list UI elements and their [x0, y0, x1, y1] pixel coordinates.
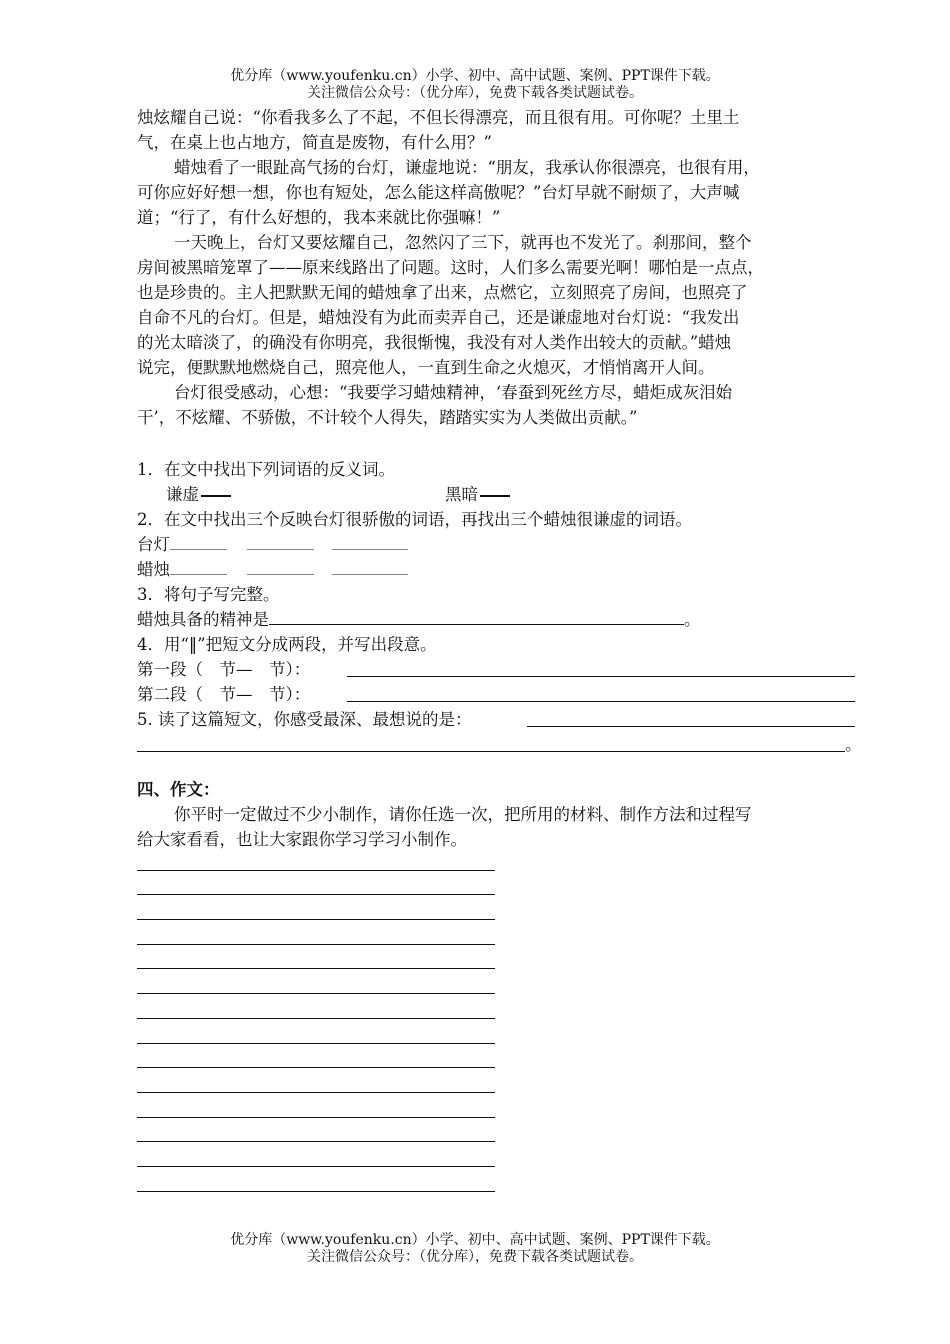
q2-candle-blank-3[interactable]	[332, 557, 408, 575]
q5-line-1[interactable]	[527, 709, 855, 727]
passage-line: 台灯很受感动，心想：“我要学习蜡烛精神，‘春蚕到死丝方尽，蜡炬成灰泪始	[174, 383, 733, 402]
q2-label-lamp: 台灯	[137, 535, 170, 554]
question-2-candle	[137, 557, 857, 582]
q1-word-a: 谦虚	[166, 485, 199, 504]
q2-lamp-blank-1[interactable]	[170, 532, 227, 550]
passage-line: 蜡烛看了一眼趾高气扬的台灯，谦虚地说：“朋友，我承认你很漂亮，也很有用，	[174, 158, 760, 177]
passage-line: 也是珍贵的。主人把默默无闻的蜡烛拿了出来，点燃它，立刻照亮了房间，也照亮了	[137, 283, 748, 302]
q4-segment-2-line[interactable]	[347, 684, 855, 702]
page-footer	[0, 1232, 950, 1266]
composition-prompt-line: 给大家看看，也让大家跟你学习学习小制作。	[137, 830, 467, 849]
question-1: 1．在文中找出下列词语的反义词。	[137, 460, 395, 479]
writing-line[interactable]	[137, 969, 495, 994]
question-4-segment-2	[137, 682, 857, 707]
writing-line[interactable]	[137, 1093, 495, 1118]
writing-line[interactable]	[137, 1068, 495, 1093]
q1-answer-b[interactable]	[480, 495, 510, 497]
q4-segment-1-label: 第一段（ 节— 节）：	[137, 660, 311, 679]
questions	[137, 457, 862, 757]
question-4: 4．用“‖”把短文分成两段，并写出段意。	[137, 635, 437, 654]
passage-line: 干’，不炫耀、不骄傲，不计较个人得失，踏踏实实为人类做出贡献。”	[137, 408, 638, 427]
question-5-continued	[137, 732, 862, 757]
header-line-2: 关注微信公众号：（优分库），免费下载各类试题试卷。	[307, 85, 643, 101]
passage-line: 自命不凡的台灯。但是，蜡烛没有为此而卖弄自己，还是谦虚地对台灯说：“我发出	[137, 308, 740, 327]
writing-line[interactable]	[137, 1019, 495, 1044]
writing-line[interactable]	[137, 871, 495, 896]
footer-line-1: 优分库（www.youfenku.cn）小学、初中、高中试题、案例、PPT课件下载。	[230, 1232, 720, 1248]
q4-segment-2-label: 第二段（ 节— 节）：	[137, 685, 311, 704]
writing-line[interactable]	[137, 1118, 495, 1143]
q2-label-candle: 蜡烛	[137, 560, 170, 579]
q2-candle-blank-1[interactable]	[170, 557, 227, 575]
question-1-answers	[137, 482, 857, 507]
question-5	[137, 707, 857, 732]
passage	[137, 105, 857, 430]
question-2-lamp	[137, 532, 857, 557]
writing-line[interactable]	[137, 1044, 495, 1069]
header-line-1: 优分库（www.youfenku.cn）小学、初中、高中试题、案例、PPT课件下载。	[230, 68, 720, 84]
q5-line-2[interactable]	[137, 734, 845, 752]
writing-area[interactable]	[137, 846, 857, 1192]
worksheet-content	[137, 105, 862, 1192]
page-header	[0, 68, 950, 102]
question-3-sentence	[137, 607, 857, 632]
q2-lamp-blank-3[interactable]	[332, 532, 408, 550]
passage-line: 道；“行了，有什么好想的，我本来就比你强嘛！”	[137, 208, 501, 227]
passage-line: 可你应好好想一想，你也有短处，怎么能这样高傲呢？”台灯早就不耐烦了，大声喊	[137, 183, 740, 202]
q5-text: 5. 读了这篇短文，你感受最深、最想说的是：	[137, 710, 472, 729]
q3-prefix: 蜡烛具备的精神是	[137, 610, 269, 629]
question-3: 3．将句子写完整。	[137, 585, 280, 604]
passage-line: 一天晚上，台灯又要炫耀自己，忽然闪了三下，就再也不发光了。刹那间，整个	[174, 233, 752, 252]
footer-line-2: 关注微信公众号：（优分库），免费下载各类试题试卷。	[307, 1249, 643, 1265]
passage-line: 的光太暗淡了，的确没有你明亮，我很惭愧，我没有对人类作出较大的贡献。”蜡烛	[137, 333, 732, 352]
writing-line[interactable]	[137, 920, 495, 945]
passage-line: 房间被黑暗笼罩了——原来线路出了问题。这时，人们多么需要光啊！哪怕是一点点，	[137, 258, 764, 277]
passage-line: 烛炫耀自己说：“你看我多么了不起，不但长得漂亮，而且很有用。可你呢？土里土	[137, 108, 740, 127]
q5-end: 。	[845, 735, 862, 754]
passage-line: 说完，便默默地燃烧自己，照亮他人，一直到生命之火熄灭，才悄悄离开人间。	[137, 358, 715, 377]
q1-answer-a[interactable]	[201, 495, 231, 497]
q3-end: 。	[684, 610, 701, 629]
writing-line[interactable]	[137, 895, 495, 920]
writing-line[interactable]	[137, 1167, 495, 1192]
passage-line: 气，在桌上也占地方，简直是废物，有什么用？”	[137, 133, 492, 152]
writing-line[interactable]	[137, 994, 495, 1019]
q1-word-b: 黑暗	[445, 485, 478, 504]
writing-line[interactable]	[137, 1142, 495, 1167]
q3-answer-line[interactable]	[269, 607, 684, 625]
q4-segment-1-line[interactable]	[347, 659, 855, 677]
question-2: 2．在文中找出三个反映台灯很骄傲的词语，再找出三个蜡烛很谦虚的词语。	[137, 510, 692, 529]
question-4-segment-1	[137, 657, 857, 682]
composition-section	[137, 777, 857, 1192]
q2-candle-blank-2[interactable]	[247, 557, 314, 575]
composition-heading: 四、作文：	[137, 780, 220, 799]
writing-line[interactable]	[137, 945, 495, 970]
q2-lamp-blank-2[interactable]	[247, 532, 314, 550]
composition-prompt-line: 你平时一定做过不少小制作，请你任选一次，把所用的材料、制作方法和过程写	[174, 805, 752, 824]
